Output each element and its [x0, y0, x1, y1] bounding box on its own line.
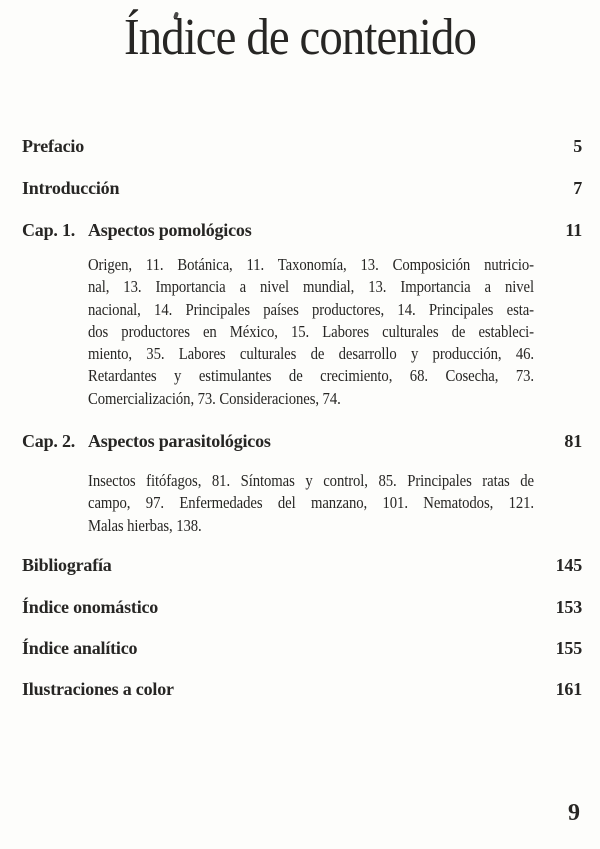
entry-label: Bibliografía: [22, 555, 112, 575]
summary-line: Origen, 11. Botánica, 11. Taxonomía, 13. Composición nutricio-: [88, 255, 534, 274]
entry-page-number: 153: [555, 597, 582, 617]
toc-entry-bibliografia: [22, 553, 582, 577]
summary-line: Comercialización, 73. Consideraciones, 74.: [88, 388, 341, 408]
entry-page-number: 7: [573, 178, 582, 198]
entry-label: Ilustraciones a color: [22, 679, 174, 699]
summary-line: campo, 97. Enfermedades del manzano, 101. Nematodos, 121.: [88, 493, 534, 513]
chapter-2-summary: [88, 470, 534, 537]
entry-page-number: 5: [573, 136, 582, 156]
entry-page-number: 145: [555, 555, 582, 575]
chapter-number-label: Cap. 1.: [22, 220, 76, 240]
summary-line: nacional, 14. Principales países productores, 14. Principales esta-: [88, 299, 534, 319]
chapter-1-summary: [88, 254, 534, 410]
page-folio-number: 9: [568, 800, 580, 826]
entry-label: Índice onomástico: [22, 597, 159, 617]
entry-page-number: 81: [564, 431, 582, 451]
toc-entry-chapter-2: [22, 429, 582, 453]
entry-label: Aspectos parasitológicos: [88, 431, 271, 451]
page-title: Índice de contenido: [124, 9, 476, 66]
toc-entry-introduccion: [22, 176, 582, 200]
entry-label: Prefacio: [22, 136, 85, 156]
chapter-number-label: Cap. 2.: [22, 431, 76, 451]
toc-entry-chapter-1: [22, 218, 582, 242]
toc-entry-prefacio: [22, 134, 582, 158]
summary-line: dos productores en México, 15. Labores culturales de estableci-: [88, 321, 534, 341]
summary-line: miento, 35. Labores culturales de desarrollo y producción, 46.: [88, 344, 534, 364]
entry-label: Introducción: [22, 178, 120, 198]
summary-line: nal, 13. Importancia a nivel mundial, 13. Importancia a nivel: [88, 277, 534, 297]
summary-line: Retardantes y estimulantes de crecimiento, 68. Cosecha, 73.: [88, 366, 534, 386]
entry-page-number: 155: [555, 638, 582, 658]
toc-entry-indice-onomastico: [22, 595, 582, 619]
entry-page-number: 11: [565, 220, 582, 240]
entry-label: Índice analítico: [22, 638, 138, 658]
summary-line: Malas hierbas, 138.: [88, 515, 202, 535]
entry-page-number: 161: [555, 679, 582, 699]
entry-label: Aspectos pomológicos: [88, 220, 252, 240]
toc-entry-indice-analitico: [22, 636, 582, 660]
summary-line: Insectos fitófagos, 81. Síntomas y control, 85. Principales ratas de: [88, 471, 534, 490]
toc-entry-ilustraciones: [22, 677, 582, 701]
